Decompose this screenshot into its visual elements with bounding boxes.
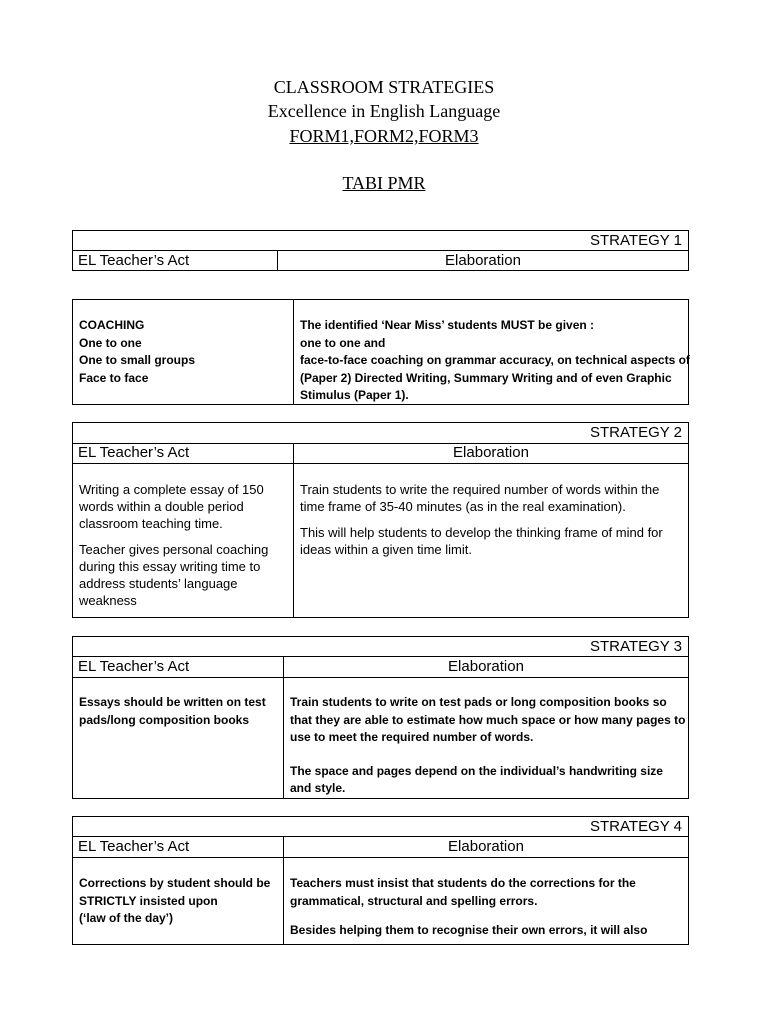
strategy2-elab-p2: This will help students to develop the thinking frame of mind for ideas within a given time limit.: [300, 525, 663, 557]
strategy4-elab-p1: Teachers must insist that students do the corrections for the grammatical, structural and spelling errors.: [290, 876, 636, 908]
strategy1-label: STRATEGY 1: [590, 232, 682, 249]
strategy1-elab-line: The identified ‘Near Miss’ students MUST be given :: [300, 318, 595, 332]
strategy1-elab-line: face-to-face coaching on grammar accuracy, on technical aspects of: [300, 353, 690, 367]
strategy2-act-p1: Writing a complete essay of 150 words within a double period classroom teaching time.: [79, 482, 264, 531]
strategy4-elab-cell: [290, 875, 686, 940]
strategy1-elab-line: (Paper 2) Directed Writing, Summary Writing and of even Graphic: [300, 370, 672, 385]
strategy1-col1-header: EL Teacher’s Act: [78, 252, 190, 269]
doc-subtitle: Excellence in English Language: [267, 101, 501, 121]
strategy3-act-cell: [79, 694, 275, 729]
strategy1-act-line: One to one: [79, 335, 142, 350]
strategy1-col2-header: Elaboration: [445, 252, 521, 269]
strategy2-col2-header: Elaboration: [453, 444, 529, 461]
strategy3-elab-p1: Train students to write on test pads or long composition books so that they are able to estimate how much space or how many pages to use to meet the required number of words.: [290, 695, 686, 744]
strategy4-label: STRATEGY 4: [590, 818, 682, 835]
strategy1-act-line: Face to face: [79, 370, 149, 385]
strategy2-elab-cell: [300, 481, 684, 558]
strategy1-elab-line: one to one and: [300, 335, 386, 350]
strategy2-label: STRATEGY 2: [590, 424, 682, 441]
strategy1-content-table: [72, 299, 689, 405]
strategy2-act-cell: [79, 481, 289, 609]
strategy3-act-p1: Essays should be written on test pads/long composition books: [79, 695, 266, 727]
strategy3-table: [72, 636, 689, 799]
strategy4-act-line: (‘law of the day’): [79, 911, 174, 925]
strategy1-act-line: COACHING: [79, 318, 145, 332]
strategy1-header-table: [72, 230, 689, 271]
strategy1-elab-line: Stimulus (Paper 1).: [300, 388, 409, 402]
strategy1-act-line: One to small groups: [79, 353, 196, 367]
strategy4-elab-p2: Besides helping them to recognise their own errors, it will also: [290, 923, 648, 937]
strategy4-act-line: Corrections by student should be: [79, 876, 271, 890]
strategy1-act-cell: [79, 317, 289, 387]
strategy2-table: [72, 422, 689, 618]
strategy1-elab-cell: [300, 317, 690, 405]
strategy4-col1-header: EL Teacher’s Act: [78, 838, 190, 855]
strategy2-act-p2: Teacher gives personal coaching during this essay writing time to address students’ language weakness: [79, 542, 269, 608]
strategy3-elab-p2: The space and pages depend on the individual’s handwriting size and style.: [290, 763, 663, 795]
doc-forms: FORM1,FORM2,FORM3: [289, 126, 479, 146]
strategy4-act-cell: [79, 875, 279, 928]
doc-title: CLASSROOM STRATEGIES: [273, 77, 495, 97]
strategy3-col1-header: EL Teacher’s Act: [78, 658, 190, 675]
strategy2-col1-header: EL Teacher’s Act: [78, 444, 190, 461]
strategy4-act-line: STRICTLY insisted upon: [79, 893, 218, 908]
strategy4-table: [72, 816, 689, 945]
strategy4-col2-header: Elaboration: [448, 838, 524, 855]
strategy3-label: STRATEGY 3: [590, 638, 682, 655]
strategy2-elab-p1: Train students to write the required number of words within the time frame of 35-40 minutes (as in the real examination).: [300, 482, 660, 514]
strategy3-elab-cell: [290, 694, 686, 798]
strategy3-col2-header: Elaboration: [448, 658, 524, 675]
doc-programme: TABI PMR: [342, 173, 426, 193]
